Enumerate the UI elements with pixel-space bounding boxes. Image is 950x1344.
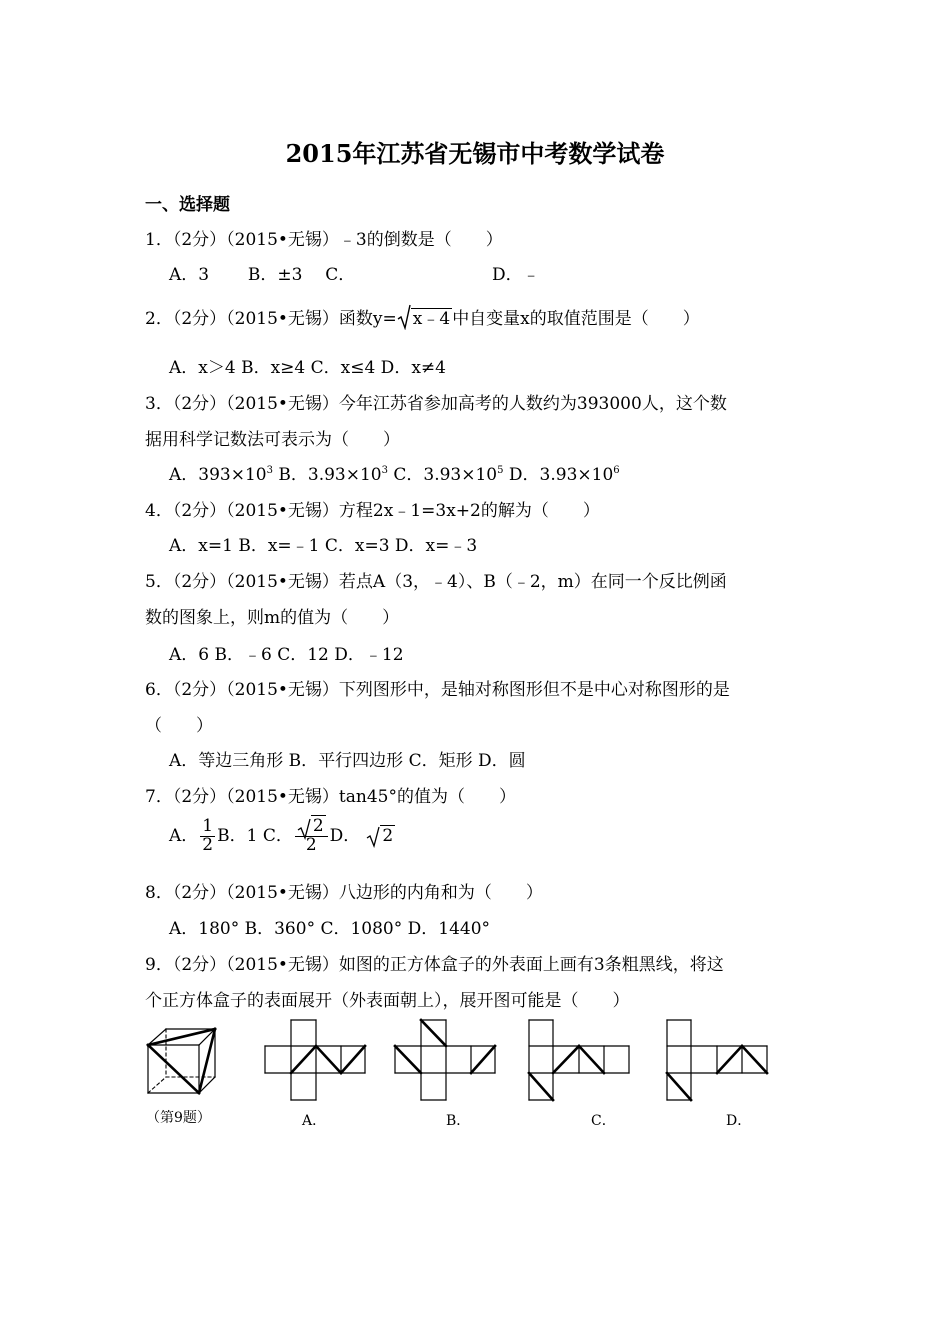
- question-3-options: [169, 460, 620, 485]
- q7-option-d: D．: [329, 825, 361, 846]
- question-8-options: A．180° B．360° C．1080° D．1440°: [169, 919, 491, 939]
- question-9-stem-line-2: 个正方体盒子的表面展开（外表面朝上），展开图可能是（ ）: [145, 991, 630, 1011]
- question-6-options: A．等边三角形 B．平行四边形 C．矩形 D．圆: [169, 751, 526, 771]
- question-7-options: [169, 818, 395, 855]
- q7-fraction-c-radicand: 2: [312, 816, 324, 836]
- question-3-stem-line-2: 据用科学记数法可表示为（ ）: [145, 430, 400, 450]
- question-4-options: A．x=1 B．x=﹣1 C．x=3 D．x=﹣3: [169, 536, 478, 556]
- net-figure-d: [666, 1019, 768, 1101]
- sqrt-symbol: [297, 818, 326, 836]
- question-7-stem: 7．（2分）（2015•无锡）tan45°的值为（ ）: [145, 787, 516, 807]
- question-5-stem-line-1: 5．（2分）（2015•无锡）若点A（3，﹣4）、B（﹣2，m）在同一个反比例函: [145, 572, 727, 592]
- net-label-a: A．: [302, 1113, 327, 1129]
- q7-fraction-c-denominator: 2: [305, 834, 317, 855]
- q3-option-b-exponent: 3: [381, 465, 388, 476]
- question-5-stem-line-2: 数的图象上，则m的值为（ ）: [145, 608, 400, 628]
- q2-radicand: x﹣4: [412, 309, 451, 329]
- q7-option-d-radicand: 2: [382, 825, 394, 846]
- q7-fraction-a: [200, 818, 215, 855]
- question-8-stem: 8．（2分）（2015•无锡）八边形的内角和为（ ）: [145, 883, 543, 903]
- q7-option-a: A．: [169, 825, 199, 846]
- q1-option-d: D．﹣: [492, 265, 540, 285]
- q3-option-b: B．3.93×10: [272, 465, 382, 485]
- q1-option-c: C．: [325, 265, 356, 285]
- net-figure-b: [394, 1019, 496, 1101]
- question-2-stem: [145, 304, 700, 329]
- q1-option-b: B．±3: [247, 265, 303, 285]
- net-figure-c: [528, 1019, 630, 1101]
- question-1-options: [169, 260, 355, 285]
- question-5-options: A．6 B．﹣6 C．12 D．﹣12: [169, 645, 404, 665]
- question-9-stem-line-1: 9．（2分）（2015•无锡）如图的正方体盒子的外表面上画有3条粗黑线，将这: [145, 955, 724, 975]
- q7-option-b-c: B．1 C．: [217, 825, 293, 846]
- net-label-c: C．: [591, 1113, 616, 1129]
- section-heading: 一、选择题: [145, 195, 230, 215]
- question-3-stem-line-1: 3．（2分）（2015•无锡）今年江苏省参加高考的人数约为393000人，这个数: [145, 394, 727, 414]
- question-6-stem-line-2: （ ）: [145, 716, 213, 736]
- q2-stem-suffix: 中自变量x的取值范围是（ ）: [452, 309, 700, 329]
- q3-option-c: C．3.93×10: [387, 465, 498, 485]
- net-figure-a: [264, 1019, 366, 1101]
- net-label-d: D．: [726, 1113, 752, 1129]
- q2-stem-prefix: 2．（2分）（2015•无锡）函数y=: [145, 309, 397, 329]
- sqrt-symbol: [397, 304, 452, 329]
- q3-option-d: D．3.93×10: [503, 465, 614, 485]
- q3-option-a: A．393×10: [169, 465, 267, 485]
- sqrt-symbol: [366, 826, 395, 846]
- q3-option-c-exponent: 5: [497, 465, 504, 476]
- q7-fraction-c: [295, 818, 328, 855]
- question-4-stem: 4．（2分）（2015•无锡）方程2x﹣1=3x+2的解为（ ）: [145, 501, 600, 521]
- cube-figure: [145, 1026, 220, 1096]
- q7-fraction-a-denominator: 2: [202, 834, 214, 855]
- q3-option-d-exponent: 6: [613, 465, 620, 476]
- figure-caption: （第9题）: [146, 1110, 211, 1126]
- question-1-stem: 1．（2分）（2015•无锡）﹣3的倒数是（ ）: [145, 230, 503, 250]
- q1-option-a: A．3: [169, 265, 210, 285]
- q3-option-a-exponent: 3: [266, 465, 273, 476]
- question-2-options: A．x＞4 B．x≥4 C．x≤4 D．x≠4: [169, 358, 446, 378]
- q7-fraction-a-numerator: 1: [202, 816, 214, 836]
- page-title: 2015年江苏省无锡市中考数学试卷: [285, 139, 665, 168]
- net-label-b: B．: [446, 1113, 471, 1129]
- question-6-stem-line-1: 6．（2分）（2015•无锡）下列图形中，是轴对称图形但不是中心对称图形的是: [145, 680, 730, 700]
